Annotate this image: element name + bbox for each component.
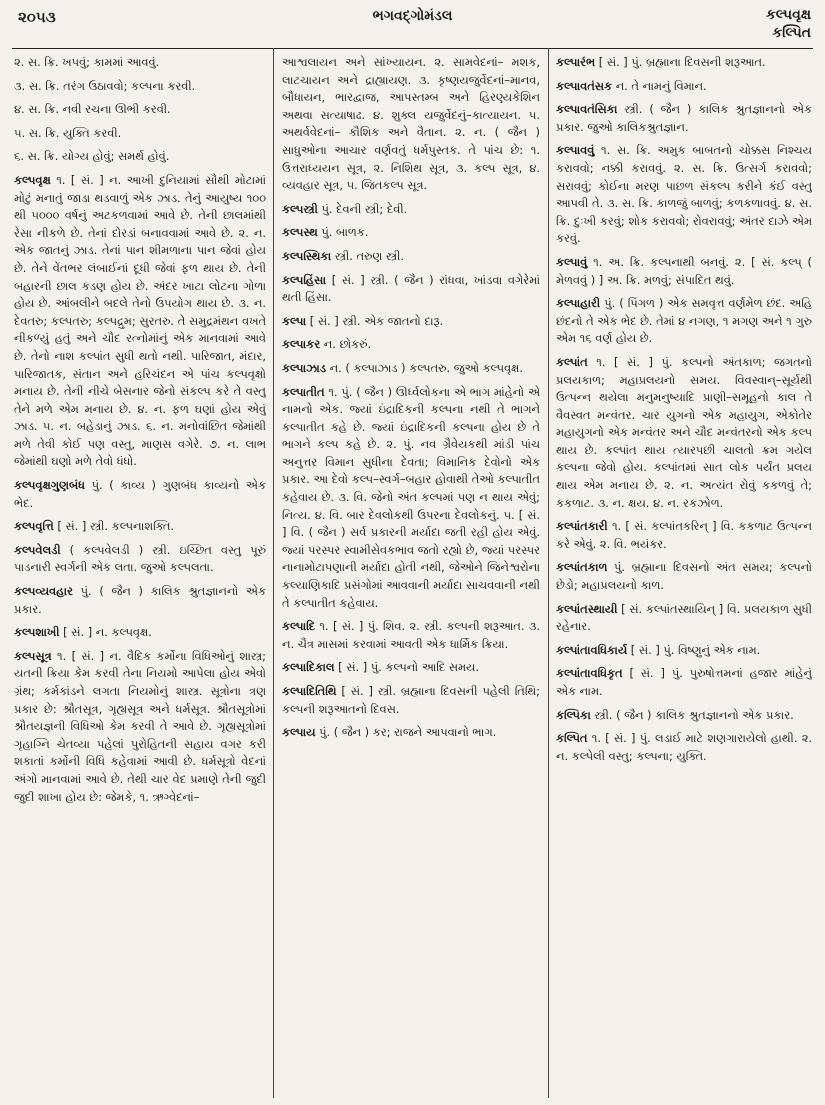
entry-definition: ૩. સ. ક્રિ. તરંગ ઉઠાવવો; કલ્પના કરવી. [14,78,196,93]
entry-headword: કલ્પહિંસા [282,272,327,287]
entry-headword: કલ્પા [282,313,307,328]
dictionary-entry [556,707,812,725]
entry-headword: કલ્પારંભ [556,55,596,69]
guide-word-first: કલ્પવૃક્ષ [765,7,811,23]
entry-headword: કલ્પાંતાવધિકાર્ય [556,642,628,657]
guide-words [766,6,811,42]
entry-definition: સ્ત્રી. તરુણ સ્ત્રી. [331,248,405,263]
entry-definition: [ સં. ] પું. કલ્પનો આદિ સમય. [334,660,479,675]
entry-definition: પું. ( જૈન ) કાલિક શ્રુતજ્ઞાનનો એક પ્રકાર. [14,584,266,616]
entry-headword: કલ્પાદિકાલ [282,660,335,675]
entry-definition: પું. ( પિંગળ ) એક સમવૃત્ત વર્ણમેળ છંદ. અહિ છંદનો તે એક ભેદ છે. તેમાં ૪ નગણ, ૧ મગણ અને ૧ ગુરુ એમ ૧૬ વર્ણ હોય છે. [556,296,812,346]
dictionary-entry [282,360,540,378]
dictionary-entry [556,78,812,96]
entry-definition: ૧. [ સં. ] ન. વૈદિક કર્મોના વિધિઓનું શાસ્ત્ર; યતની ક્રિયા કેમ કરવી તેના નિયમો આપેલા હોય એવો ગ્રંથ; કર્મકાંડને લગતા નિયમોનું શાસ્ત્ર. સૂત્રોના ત્રણ પ્રકાર છે: શ્રૌતસૂત્ર, ગૃહ્યસૂત્ર અને ધર્મસૂત્ર. શ્રૌતસૂત્રોમાં શ્રૌતયજ્ઞની વિધિઓ કેમ કરવી તે આવે છે. ગૃહ્યસૂત્રોમાં ગૃહાગ્નિ ચેતવ્યા પહેલાં પુરોહિતની સહાય વગર કરી શકાતાં કર્મોની વિધિ કહેવામાં આવી છે. ધર્મસૂત્રો વેદનાં અંગો માનવામાં આવે છે. તેથી ચાર વેદ પ્રમાણે તેની જુદી જુદી શાખા હોય છે: જેમકે, ૧. ઋગ્વેદનાં– [14,648,266,804]
dictionary-entry [556,642,812,660]
dictionary-entry [14,78,266,96]
guide-word-last: કલ્પિત [772,25,811,41]
entry-definition: ૧. [ સં. કલ્પાંતકરિન્ ] વિ. કકળાટ ઉત્પન્ન કરે એવું. ૨. વિ. ભયંકર. [556,519,812,551]
dictionary-entry [282,224,540,242]
dictionary-entry [14,583,266,618]
dictionary-entry [282,683,540,718]
dictionary-entry [556,354,812,512]
entry-definition: સ્ત્રી. ( જૈન ) કાલિક શ્રુતજ્ઞાનનો એક પ્રકાર. [590,707,794,722]
entry-definition: પું. દેવની સ્ત્રી; દેવી. [317,201,408,216]
entry-headword: કલ્પાંતાવધિકૃત [556,666,623,681]
page-title: ભગવદ્ગોમંડલ [372,8,453,24]
entry-definition: ન. તે નામનું વિમાન. [612,78,707,93]
dictionary-entry [556,730,812,765]
dictionary-entry [556,101,812,136]
entry-headword: કલ્પાવતંસક [556,78,613,93]
entry-definition: ૫. સ. ક્રિ. યુક્તિ કરવી. [14,125,122,140]
dictionary-entry [14,624,266,642]
entry-definition: [ સં. ] પું. વિષ્ણુનું એક નામ. [627,642,761,657]
entry-headword: કલ્પાવું [556,254,588,269]
dictionary-entry [556,142,812,248]
entry-headword: કલ્પવ્યવહાર [14,584,73,599]
entry-headword: કલ્પાંતકાળ [556,560,608,575]
entry-headword: કલ્પાય [282,725,316,740]
dictionary-entry [556,295,812,348]
entry-headword: કલ્પસ્થિકા [282,248,332,263]
dictionary-entry [14,125,266,143]
column-3 [556,54,812,1099]
entry-definition: [ સં. ] પું. પુરુષોત્તમનાં હજાર માંહેનું એક નામ. [556,666,812,698]
entry-headword: કલ્પવૃક્ષ [14,172,51,187]
column-2 [282,54,540,1099]
entry-headword: કલ્પવૃક્ષગુણબંધ [14,478,85,493]
entry-definition: ૧. સ. ક્રિ. અમુક બાબતનો ચોક્કસ નિશ્ચય કરાવવો; નક્કી કરાવવું. ૨. સ. ક્રિ. ઉત્સર્ગ કરાવવો; સરાવવું; કોઈના મરણ પાછળ સંકલ્પ કરીને કંઈ વસ્તુ આપવી તે. ૩. સ. ક્રિ. કાળજું બાળવું; કળકળાવવું. ૪. સ. ક્રિ. દુઃખી કરવું; શોક કરાવવો; રોવરાવવું; અંતર દાઝે એમ કરવું. [556,143,812,246]
dictionary-entry [282,313,540,331]
dictionary-entry [282,384,540,613]
entry-headword: કલ્પાંતસ્થાયી [556,601,618,616]
entry-definition: ન. ( કલ્પાઝાડ ) કલ્પતરુ. જુઓ કલ્પવૃક્ષ. [326,360,523,375]
entry-definition: [ સં. ] સ્ત્રી. ( જૈન ) રાંધવા, ખાંડવા વગેરેમાં થતી હિંસા. [282,272,540,305]
entry-definition: [ સં. ] સ્ત્રી. કલ્પનાશક્તિ. [53,519,175,534]
entry-definition: પું. બાળક. [317,225,369,240]
dictionary-entry [556,665,812,700]
entry-definition: ૧. [ સં. ] પું. શિવ. ૨. સ્ત્રી. કલ્પની શરૂઆત. ૩. ન. ચૈત્ર માસમાં કરવામાં આવતી એક ધાર્મિક ક્રિયા. [282,619,540,651]
entry-headword: કલ્પાંતકારી [556,519,608,534]
dictionary-entry [14,148,266,166]
entry-headword: કલ્પાતીત [282,384,325,399]
column-1 [14,54,266,1099]
entry-definition: પું. બ્રહ્માના દિવસનો અંત સમય; કલ્પનો છેડો; મહાપ્રલયનો કાળ. [556,560,812,593]
dictionary-entry [282,724,540,742]
dictionary-entry [14,477,266,512]
column-divider-2 [548,48,549,1098]
dictionary-entry [14,54,266,72]
dictionary-entry [14,648,266,806]
entry-headword: કલ્પાવતંસિકા [556,102,618,117]
entry-headword: કલ્પિત [556,731,588,746]
entry-headword: કલ્પસ્ત્રી [282,201,318,216]
entry-headword: કલ્પવેલડી [14,542,61,557]
entry-headword: કલ્પાદિ [282,619,316,634]
entry-headword: કલ્પિકા [556,707,591,722]
entry-definition: [ સં. ] સ્ત્રી. એક જાતનો દારૂ. [306,313,444,328]
entry-definition: પું. ( કાવ્ય ) ગુણબંધ કાવ્યનો એક ભેદ. [14,478,266,510]
entry-definition: ૧. [ સં. ] ન. આખી દુનિયામાં સૌથી મોટામાં મોટું મનાતું જાડા થડવાળું એક ઝાડ. તેનું આયુષ્ય ૧૦૦ થી ૫૦૦૦ વર્ષનું અટકળવામાં આવે છે. તેની છાલમાંથી રેસા નીકળે છે. તેનાં દોરડાં બનાવવામાં આવે છે. ૨. ન. એક જાતનું ઝાડ. તેનાં પાન શીમળાના પાન જેવાં હોય છે. તેને વેંતભર લંબાઈનાં દૂધી જેવાં ફળ થાય છે. તેની બહારની છાલ કડણ હોય છે. અંદર ખાટા લોટના ગોળા હોય છે. આંબલીને બદલે તેનો ઉપયોગ થાય છે. ૩. ન. દેવતરુ; કલ્પતરુ; કલ્પદ્રુમ; સુરતરુ. તે સમુદ્રમંથન વખતે નીકળ્યું હતું અને ચૌદ રત્નોમાંનું એક માનવામાં આવે છે. તેનો નાશ કલ્પાંત સુધી થતો નથી. પારિજાત, મંદાર, પારિજાતક, સંતાન અને હરિચંદન એ પાંચ કલ્પવૃક્ષો મનાય છે. તેની નીચે બેસનાર જેનો સંકલ્પ કરે તે વસ્તુ તેને મળે એમ મનાય છે. ૪. ન. ફળ ઘણાં હોય એવું ઝાડ. ૫. ન. બહેડાનું ઝાડ. ૬. ન. મનોવાંછિત જેમાંથી મળે તેવી કોઈ પણ વસ્તુ, માણસ વગેરે. ૭. ન. લાભ જેમાંથી ઘણો મળે તેવો ધંધો. [14,172,266,469]
entry-definition: પું. ( જૈન ) કર; રાજને આપવાનો ભાગ. [315,725,497,740]
entry-headword: કલ્પશાખી [14,625,60,640]
entry-definition: સ્ત્રી. ( જૈન ) કાલિક શ્રુતજ્ઞાનનો એક પ્રકાર. જુઓ કાલિકશ્રુતજ્ઞાન. [556,102,812,134]
entry-definition: ( કલ્પવેલડી ) સ્ત્રી. ઇચ્છિત વસ્તુ પૂરું પાડનારી સ્વર્ગની એક લતા. જુઓ કલ્પલતા. [14,542,266,575]
dictionary-entry [282,201,540,219]
entry-headword: કલ્પાકર [282,337,321,352]
dictionary-entry [14,101,266,119]
entry-headword: કલ્પાહારી [556,296,601,311]
entry-headword: કલ્પાદિતિથિ [282,684,337,698]
entry-definition: ૧. અ. ક્રિ. કલ્પનાથી બનવું. ૨. [ સં. કલ્પ્ ( મેળવવું ) ] અ. ક્રિ. મળવું; સંપાદિત થવું. [556,254,812,287]
entry-definition: ૬. સ. ક્રિ. યોગ્ય હોવું; સમર્થ હોવું. [14,149,170,164]
entry-definition: આશ્વલાયન અને સાંખ્યાયન. ૨. સામવેદનાં– મશક, લાટચાયન અને દ્રાહ્યાયણ. ૩. કૃષ્ણયજુર્વેદનાં–માનવ, બૌધાયન, ભારદ્વાજ, આપસ્તમ્બ અને હિરણ્યકેશિન અથવા સત્યાષાઢ. ૪. શુક્લ યજુર્વેદનું–કાત્યાયન. ૫. અથર્વવેદનાં– કૌશિક અને વૈતાન. ૨. ન. ( જૈન ) સાધુઓના આચાર વર્ણવતું ધર્મપુસ્તક. તે પાંચ છે: ૧. ઉત્તરાધ્યયન સૂત્ર, ૨. નિશિથ સૂત્ર, ૩. કલ્પ સૂત્ર, ૪. વ્યવહાર સૂત્ર, ૫. જિતકલ્પ સૂત્ર. [282,55,540,193]
dictionary-entry [556,559,812,594]
entry-definition: ૧. પું. ( જૈન ) ઊર્ધ્વલોકના એ ભાગ માંહેનો એ નામનો એક. જ્યાં ઇંદ્રાદિકની કલ્પના નથી તે ભાગને કલ્પાતીત કહે છે. જ્યાં ઇંદ્રાદિકની કલ્પના હોય છે તે ભાગને કલ્પ કહે છે. ૨. પું. નવ ગ્રૈવેયકથી માંડી પાંચ અનુત્તર વિમાન સુધીના દેવતા; વિમાનિક દેવોનો એક પ્રકાર. આ દેવો કલ્પ–સ્વર્ગ–બહાર હોવાથી તેઓ કલ્પાતીત કહેવાય છે. ૩. વિ. જેનો અંત કલ્પમાં પણ ન થાય એવું; નિત્ય. ૪. વિ. બાર દેવલોકથી ઉપરના દેવલોકનું. ૫. [ સં. ] વિ. ( જૈન ) સર્વ પ્રકારની મર્યાદા જતી રહી હોય એવું. જ્યાં પરસ્પર સ્વામીસેવકભાવ જતો રહ્યો છે, જ્યાં પરસ્પર નાનામોટાપણાની મર્યાદા હોતી નથી, જેઓને જિનેશ્વરોના કલ્યાણિકાદિ પ્રસંગોમાં આવવાની મર્યાદા સાચવવાની નથી તે કલ્પાતીત કહેવાય. [282,384,540,610]
entry-definition: [ સં. ] પું. બ્રહ્માના દિવસની શરૂઆત. [595,55,766,69]
dictionary-entry [556,54,812,72]
entry-definition: ૨. સ. ક્રિ. ખપવું; કામમાં આવવું. [14,55,160,69]
entry-headword: કલ્પસ્થ [282,225,318,240]
entry-definition: [ સં. ] સ્ત્રી. બ્રહ્માના દિવસની પહેલી તિથિ; કલ્પની શરૂઆતનો દિવસ. [282,684,540,716]
dictionary-entry [556,518,812,553]
dictionary-entry [556,601,812,636]
entry-headword: કલ્પાઝાડ [282,360,327,375]
entry-definition: ન. છોકરું. [320,337,372,352]
entry-definition: ૧. [ સં. ] પું. કલ્પનો અંતકાળ; જગતનો પ્રલયકાળ; મહાપ્રલયનો સમય. વિવસ્વાન્–સૂર્યથી ઉત્પન્ન થયેલા મનુમનુષ્યાદિ પ્રાણી–સમૂહનો કાલ તે વૈવસ્વત મન્વંતર. ચાર યુગનો એક મહાયુગ, એકોતેર મહાયુગનો એક મન્વંતર અને ચૌદ મન્વંતરનો એક કલ્પ થાય છે. કલ્પાંત થાય ત્યારપછી ચાલતો ક્રમ ગયેલ કલ્પના જેવો હોય. કલ્પાંતમાં સાત લોક પર્યંત પ્રલય થાય એમ મનાય છે. ૨. ન. અત્યંત રોવું કકળવું તે; કકળાટ. ૩. ન. ક્ષય. ૪. ન. રકઝોળ. [556,354,812,510]
entry-headword: કલ્પાંત [556,354,588,369]
entry-headword: કલ્પસૂત્ર [14,648,52,663]
dictionary-entry [282,659,540,677]
entry-definition: ૪. સ. ક્રિ. નવી રચના ઊભી કરવી. [14,102,171,117]
entry-headword: કલ્પાવવું [556,143,595,158]
header-rule [12,48,813,49]
entry-definition: ૧. [ સં. ] પું. લડાઈ માટે શણગારાયેલો હાથી. ૨. ન. કલ્પેલી વસ્તુ; કલ્પના; યુક્તિ. [556,731,812,763]
dictionary-entry [282,248,540,266]
entry-headword: કલ્પવૃત્તિ [14,519,54,534]
entry-definition: [ સં. કલ્પાંતસ્થાયિન્ ] વિ. પ્રલયકાળ સુધી રહેનાર. [556,601,812,634]
dictionary-entry [282,336,540,354]
dictionary-entry [14,542,266,577]
dictionary-entry [282,618,540,653]
page-number: ૨૦૫૩ [18,8,56,26]
dictionary-entry [556,254,812,289]
dictionary-entry [282,272,540,307]
dictionary-entry [14,518,266,536]
column-divider-1 [273,48,274,1098]
page-header [0,0,825,50]
dictionary-entry [282,54,540,195]
entry-definition: [ સં. ] ન. કલ્પવૃક્ષ. [59,625,152,640]
dictionary-entry [14,172,266,471]
